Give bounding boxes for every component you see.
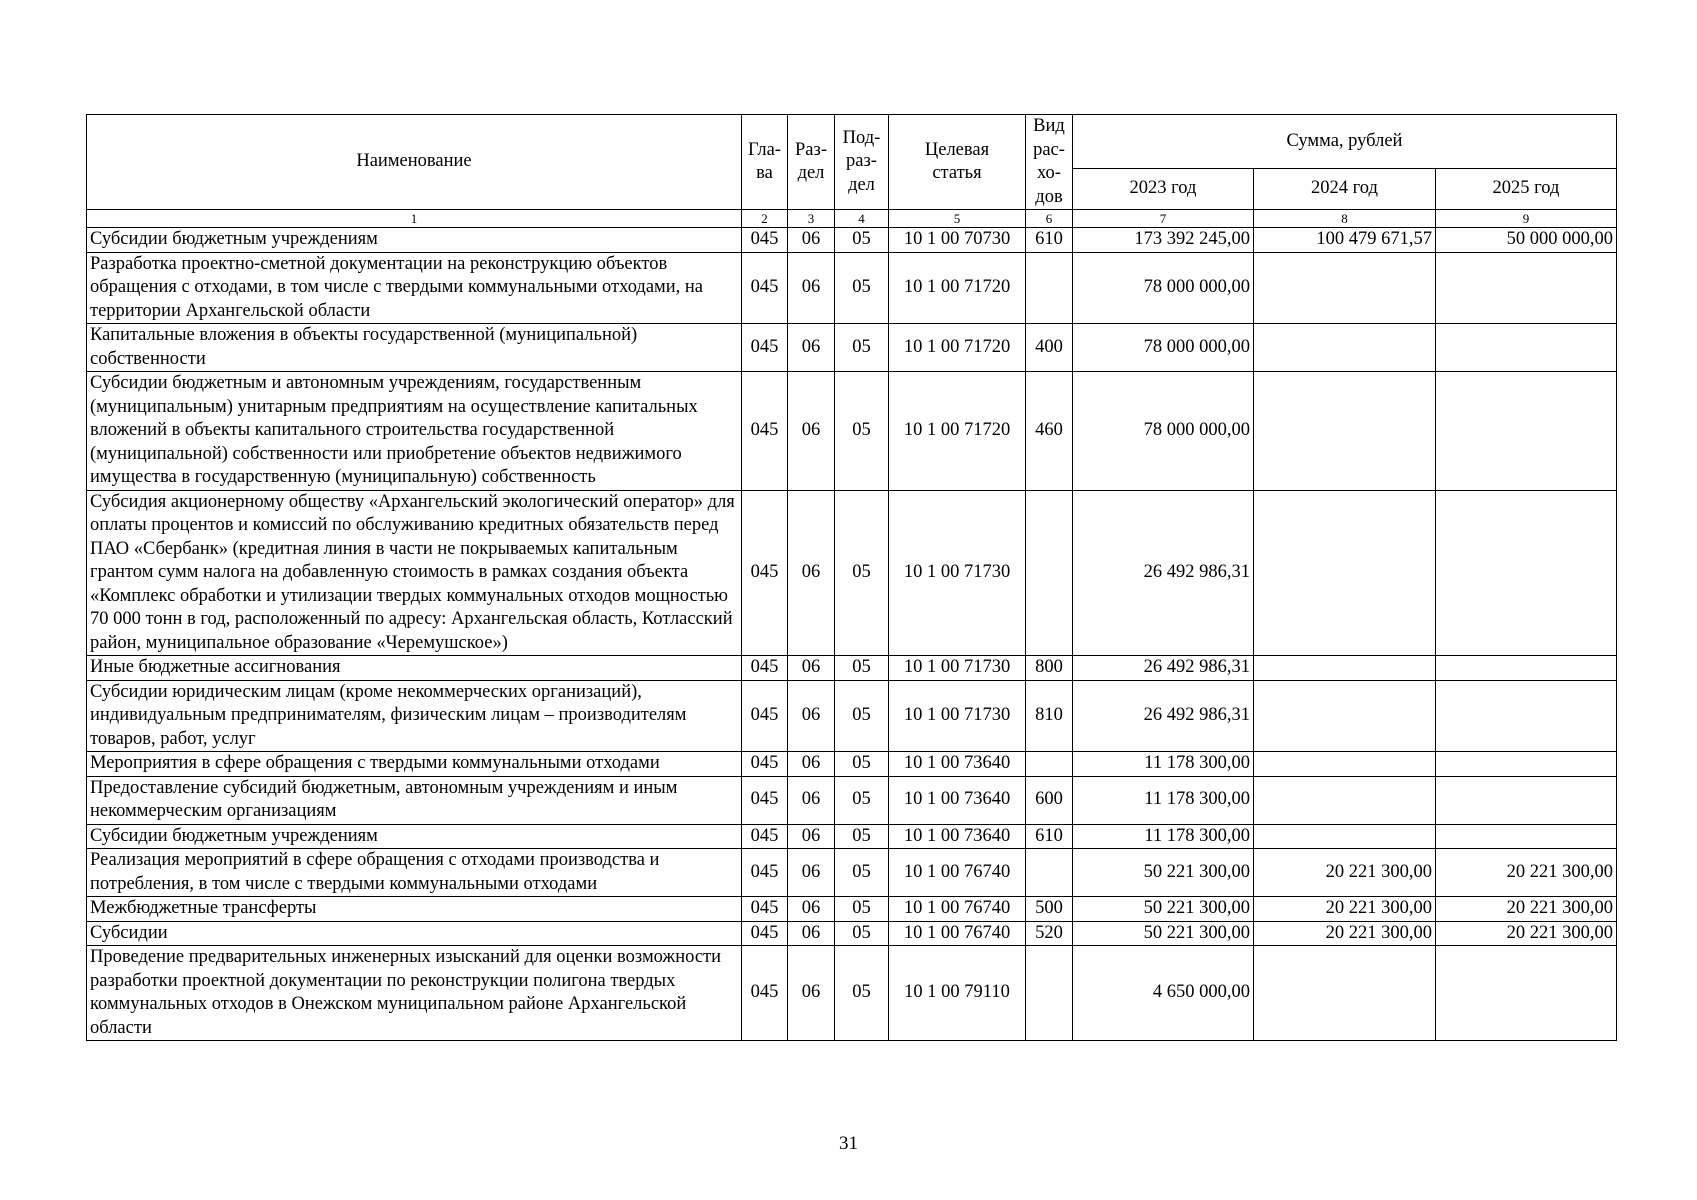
row-amount-2023: 50 221 300,00 xyxy=(1073,921,1254,946)
row-name: Мероприятия в сфере обращения с твердыми коммунальными отходами xyxy=(87,752,742,777)
row-name: Иные бюджетные ассигнования xyxy=(87,656,742,681)
row-amount-2023: 11 178 300,00 xyxy=(1073,776,1254,824)
row-amount-2025: 20 221 300,00 xyxy=(1436,897,1617,922)
row-amount-2023: 11 178 300,00 xyxy=(1073,752,1254,777)
row-amount-2023: 78 000 000,00 xyxy=(1073,252,1254,324)
column-number: 9 xyxy=(1436,210,1617,228)
table-row xyxy=(87,897,1617,922)
row-amount-2023: 26 492 986,31 xyxy=(1073,490,1254,656)
row-amount-2024: 20 221 300,00 xyxy=(1254,897,1436,922)
row-podrazdel: 05 xyxy=(835,752,889,777)
row-podrazdel: 05 xyxy=(835,897,889,922)
row-name: Разработка проектно-сметной документации на реконструкцию объектов обращения с отходами, в том числе с твердыми коммунальными отходами, на территории Архангельской области xyxy=(87,252,742,324)
row-amount-2025 xyxy=(1436,824,1617,849)
row-amount-2024: 20 221 300,00 xyxy=(1254,849,1436,897)
column-number: 2 xyxy=(742,210,788,228)
header-year-2024: 2024 год xyxy=(1254,168,1436,209)
table-header xyxy=(87,115,1617,210)
row-podrazdel: 05 xyxy=(835,324,889,372)
row-amount-2024 xyxy=(1254,946,1436,1041)
row-celevaya-statya: 10 1 00 71720 xyxy=(889,252,1026,324)
row-amount-2024: 100 479 671,57 xyxy=(1254,228,1436,253)
row-amount-2025 xyxy=(1436,490,1617,656)
table-row xyxy=(87,752,1617,777)
table-row xyxy=(87,490,1617,656)
table-row xyxy=(87,946,1617,1041)
row-amount-2024 xyxy=(1254,656,1436,681)
row-amount-2024 xyxy=(1254,824,1436,849)
row-glava: 045 xyxy=(742,490,788,656)
row-amount-2025 xyxy=(1436,656,1617,681)
column-number: 7 xyxy=(1073,210,1254,228)
column-number: 4 xyxy=(835,210,889,228)
table-row xyxy=(87,656,1617,681)
row-podrazdel: 05 xyxy=(835,921,889,946)
row-celevaya-statya: 10 1 00 71720 xyxy=(889,372,1026,491)
row-vid-rashodov xyxy=(1026,849,1073,897)
row-celevaya-statya: 10 1 00 73640 xyxy=(889,752,1026,777)
row-vid-rashodov: 800 xyxy=(1026,656,1073,681)
row-podrazdel: 05 xyxy=(835,228,889,253)
header-year-2025: 2025 год xyxy=(1436,168,1617,209)
row-amount-2024 xyxy=(1254,490,1436,656)
row-glava: 045 xyxy=(742,921,788,946)
row-glava: 045 xyxy=(742,656,788,681)
row-razdel: 06 xyxy=(788,849,835,897)
row-glava: 045 xyxy=(742,897,788,922)
budget-table xyxy=(86,114,1617,1041)
row-amount-2025 xyxy=(1436,776,1617,824)
row-amount-2024 xyxy=(1254,776,1436,824)
row-razdel: 06 xyxy=(788,656,835,681)
row-amount-2024 xyxy=(1254,324,1436,372)
row-vid-rashodov: 810 xyxy=(1026,680,1073,752)
row-name: Предоставление субсидий бюджетным, автономным учреждениям и иным некоммерческим организациям xyxy=(87,776,742,824)
column-number: 1 xyxy=(87,210,742,228)
row-podrazdel: 05 xyxy=(835,656,889,681)
row-podrazdel: 05 xyxy=(835,372,889,491)
header-podrazdel: Под- раз- дел xyxy=(835,115,889,210)
row-celevaya-statya: 10 1 00 71730 xyxy=(889,680,1026,752)
column-number: 6 xyxy=(1026,210,1073,228)
row-vid-rashodov xyxy=(1026,752,1073,777)
row-glava: 045 xyxy=(742,946,788,1041)
row-celevaya-statya: 10 1 00 71730 xyxy=(889,656,1026,681)
row-vid-rashodov: 460 xyxy=(1026,372,1073,491)
row-vid-rashodov xyxy=(1026,490,1073,656)
row-name: Субсидия акционерному обществу «Архангельский экологический оператор» для оплаты процентов и комиссий по обслуживанию кредитных обязательств перед ПАО «Сбербанк» (кредитная линия в части не покрываемых капитальным грантом сумм налога на добавленную стоимость в рамках создания объекта «Комплекс обработки и утилизации твердых коммунальных отходов мощностью 70 000 тонн в год, расположенный по адресу: Архангельская область, Котласский район, муниципальное образование «Черемушское») xyxy=(87,490,742,656)
row-vid-rashodov xyxy=(1026,252,1073,324)
row-glava: 045 xyxy=(742,849,788,897)
row-amount-2023: 78 000 000,00 xyxy=(1073,324,1254,372)
row-celevaya-statya: 10 1 00 70730 xyxy=(889,228,1026,253)
table-row xyxy=(87,372,1617,491)
row-glava: 045 xyxy=(742,228,788,253)
row-podrazdel: 05 xyxy=(835,490,889,656)
header-glava: Гла- ва xyxy=(742,115,788,210)
row-name: Капитальные вложения в объекты государственной (муниципальной) собственности xyxy=(87,324,742,372)
row-amount-2025 xyxy=(1436,252,1617,324)
row-podrazdel: 05 xyxy=(835,946,889,1041)
row-podrazdel: 05 xyxy=(835,776,889,824)
row-razdel: 06 xyxy=(788,776,835,824)
table-row xyxy=(87,776,1617,824)
row-razdel: 06 xyxy=(788,897,835,922)
row-razdel: 06 xyxy=(788,372,835,491)
row-vid-rashodov: 520 xyxy=(1026,921,1073,946)
row-razdel: 06 xyxy=(788,680,835,752)
column-number: 5 xyxy=(889,210,1026,228)
table-row xyxy=(87,680,1617,752)
row-amount-2023: 173 392 245,00 xyxy=(1073,228,1254,253)
page-number: 31 xyxy=(839,1133,858,1154)
row-vid-rashodov: 600 xyxy=(1026,776,1073,824)
table-row xyxy=(87,921,1617,946)
row-amount-2023: 26 492 986,31 xyxy=(1073,680,1254,752)
table-row xyxy=(87,824,1617,849)
column-numbers-row xyxy=(87,210,1617,228)
row-glava: 045 xyxy=(742,252,788,324)
row-name: Субсидии бюджетным и автономным учреждениям, государственным (муниципальным) унитарным предприятиям на осуществление капитальных вложений в объекты капитального строительства государственной (муниципальной) собственности или приобретение объектов недвижимого имущества в государственную (муниципальную) собственность xyxy=(87,372,742,491)
row-glava: 045 xyxy=(742,776,788,824)
row-name: Межбюджетные трансферты xyxy=(87,897,742,922)
row-amount-2025 xyxy=(1436,372,1617,491)
row-amount-2025: 20 221 300,00 xyxy=(1436,849,1617,897)
row-amount-2025 xyxy=(1436,752,1617,777)
row-amount-2025 xyxy=(1436,946,1617,1041)
row-podrazdel: 05 xyxy=(835,849,889,897)
row-celevaya-statya: 10 1 00 71720 xyxy=(889,324,1026,372)
row-razdel: 06 xyxy=(788,946,835,1041)
row-razdel: 06 xyxy=(788,324,835,372)
row-razdel: 06 xyxy=(788,921,835,946)
row-amount-2024: 20 221 300,00 xyxy=(1254,921,1436,946)
row-vid-rashodov: 500 xyxy=(1026,897,1073,922)
row-vid-rashodov: 400 xyxy=(1026,324,1073,372)
row-amount-2024 xyxy=(1254,372,1436,491)
row-amount-2025 xyxy=(1436,324,1617,372)
row-amount-2023: 11 178 300,00 xyxy=(1073,824,1254,849)
row-amount-2025: 50 000 000,00 xyxy=(1436,228,1617,253)
header-summa: Сумма, рублей xyxy=(1073,115,1617,169)
row-name: Субсидии бюджетным учреждениям xyxy=(87,824,742,849)
header-celevaya-statya: Целевая статья xyxy=(889,115,1026,210)
row-amount-2024 xyxy=(1254,680,1436,752)
row-glava: 045 xyxy=(742,752,788,777)
row-celevaya-statya: 10 1 00 79110 xyxy=(889,946,1026,1041)
row-glava: 045 xyxy=(742,680,788,752)
table-row xyxy=(87,228,1617,253)
row-amount-2023: 78 000 000,00 xyxy=(1073,372,1254,491)
row-name: Субсидии бюджетным учреждениям xyxy=(87,228,742,253)
row-vid-rashodov xyxy=(1026,946,1073,1041)
table-row xyxy=(87,324,1617,372)
row-podrazdel: 05 xyxy=(835,824,889,849)
row-razdel: 06 xyxy=(788,824,835,849)
row-amount-2023: 26 492 986,31 xyxy=(1073,656,1254,681)
header-year-2023: 2023 год xyxy=(1073,168,1254,209)
column-number: 3 xyxy=(788,210,835,228)
row-glava: 045 xyxy=(742,372,788,491)
row-razdel: 06 xyxy=(788,490,835,656)
row-amount-2025: 20 221 300,00 xyxy=(1436,921,1617,946)
row-razdel: 06 xyxy=(788,752,835,777)
row-celevaya-statya: 10 1 00 76740 xyxy=(889,897,1026,922)
header-name: Наименование xyxy=(87,115,742,210)
header-vid-rashodov: Вид рас- хо- дов xyxy=(1026,115,1073,210)
row-celevaya-statya: 10 1 00 73640 xyxy=(889,776,1026,824)
table-row xyxy=(87,252,1617,324)
column-number: 8 xyxy=(1254,210,1436,228)
row-razdel: 06 xyxy=(788,228,835,253)
row-glava: 045 xyxy=(742,824,788,849)
row-razdel: 06 xyxy=(788,252,835,324)
row-amount-2023: 4 650 000,00 xyxy=(1073,946,1254,1041)
header-razdel: Раз- дел xyxy=(788,115,835,210)
row-vid-rashodov: 610 xyxy=(1026,228,1073,253)
row-glava: 045 xyxy=(742,324,788,372)
table-body xyxy=(87,210,1617,1041)
row-podrazdel: 05 xyxy=(835,680,889,752)
row-podrazdel: 05 xyxy=(835,252,889,324)
row-amount-2023: 50 221 300,00 xyxy=(1073,897,1254,922)
row-name: Субсидии xyxy=(87,921,742,946)
row-amount-2024 xyxy=(1254,252,1436,324)
row-name: Проведение предварительных инженерных изысканий для оценки возможности разработки проектной документации по реконструкции полигона твердых коммунальных отходов в Онежском муниципальном районе Архангельской области xyxy=(87,946,742,1041)
row-name: Субсидии юридическим лицам (кроме некоммерческих организаций), индивидуальным предпринимателям, физическим лицам – производителям товаров, работ, услуг xyxy=(87,680,742,752)
row-amount-2024 xyxy=(1254,752,1436,777)
table-row xyxy=(87,849,1617,897)
row-celevaya-statya: 10 1 00 76740 xyxy=(889,921,1026,946)
row-vid-rashodov: 610 xyxy=(1026,824,1073,849)
row-celevaya-statya: 10 1 00 71730 xyxy=(889,490,1026,656)
row-amount-2023: 50 221 300,00 xyxy=(1073,849,1254,897)
row-name: Реализация мероприятий в сфере обращения с отходами производства и потребления, в том числе с твердыми коммунальными отходами xyxy=(87,849,742,897)
row-celevaya-statya: 10 1 00 76740 xyxy=(889,849,1026,897)
row-celevaya-statya: 10 1 00 73640 xyxy=(889,824,1026,849)
row-amount-2025 xyxy=(1436,680,1617,752)
